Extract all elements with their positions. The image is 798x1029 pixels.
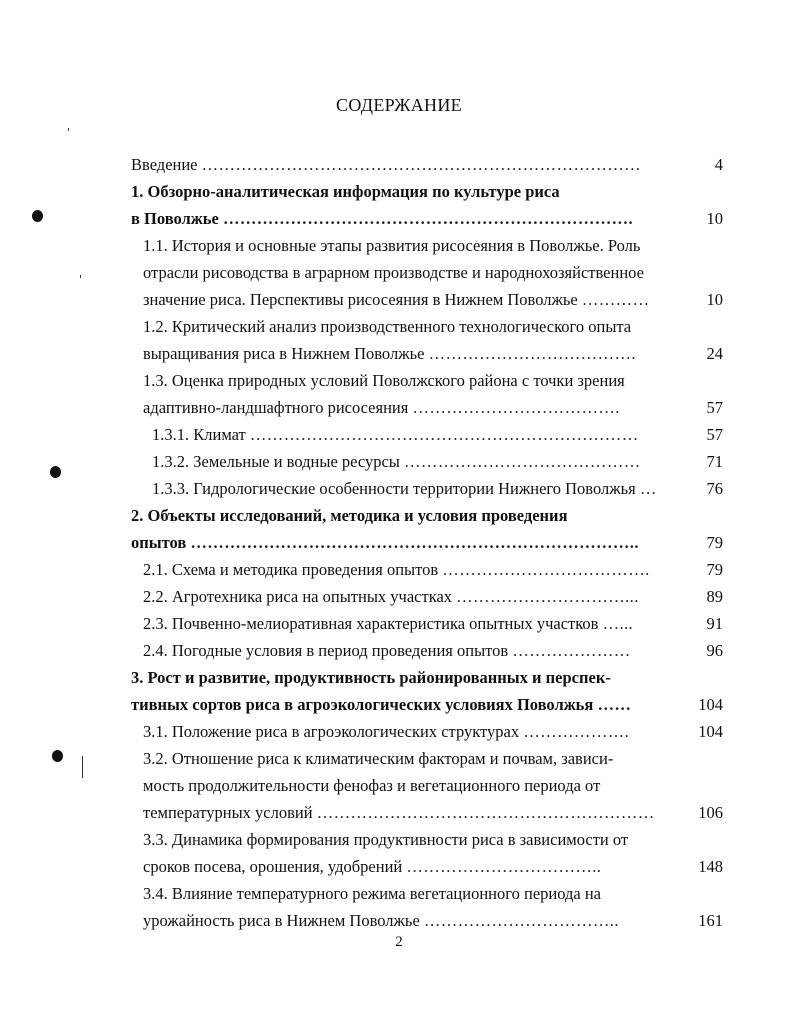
- toc-page-number: 10: [706, 209, 723, 228]
- toc-leader-dots: ……………………………………………………………………..: [190, 533, 639, 552]
- toc-entry: [143, 232, 640, 259]
- toc-entry-text: тивных сортов риса в агроэкологических условиях Поволжья: [131, 695, 594, 714]
- toc-leader-dots: ……………….: [523, 722, 630, 741]
- toc-entry: [131, 151, 641, 178]
- toc-leader-dots: ……………………………..: [406, 857, 602, 876]
- toc-entry: [131, 205, 633, 232]
- punch-hole-bottom: [52, 750, 63, 762]
- toc-entry-text: адаптивно-ландшафтного рисосеяния: [143, 398, 409, 417]
- toc-entry-text: опытов: [131, 533, 187, 552]
- toc-page-number: 24: [706, 344, 723, 363]
- toc-entry: [143, 907, 619, 934]
- toc-entry-text: урожайность риса в Нижнем Поволжье: [143, 911, 420, 930]
- toc-leader-dots: ……………………………………………………………: [249, 425, 639, 444]
- toc-page-number: 91: [706, 614, 723, 633]
- toc-leader-dots: …………………: [512, 641, 631, 660]
- toc-page-number: 104: [698, 722, 723, 741]
- toc-page-number: 79: [706, 533, 723, 552]
- toc-entry-text: 2.1. Схема и методика проведения опытов: [143, 560, 439, 579]
- toc-entry-text: значение риса. Перспективы рисосеяния в Нижнем Поволжье: [143, 290, 578, 309]
- page-number: 2: [395, 934, 403, 950]
- toc-entry-text: 1. Обзорно-аналитическая информация по культуре риса: [131, 182, 560, 201]
- toc-entry: [143, 394, 620, 421]
- toc-entry: [143, 799, 655, 826]
- toc-entry: [143, 583, 639, 610]
- toc-leader-dots: ……………………………………: [404, 452, 641, 471]
- toc-entry: [143, 745, 613, 772]
- toc-entry: [143, 637, 631, 664]
- toc-entry-text: 2. Объекты исследований, методика и условия проведения: [131, 506, 568, 525]
- toc-leader-dots: …...: [602, 614, 634, 633]
- page-title: СОДЕРЖАНИЕ: [336, 95, 462, 115]
- toc-page-number: 106: [698, 803, 723, 822]
- toc-page-number: 79: [706, 560, 723, 579]
- toc-leader-dots: …………………………...: [456, 587, 639, 606]
- toc-entry: [143, 718, 629, 745]
- toc-page-number: 148: [698, 857, 723, 876]
- toc-leader-dots: ……………………………………………………………….: [222, 209, 634, 228]
- toc-entry-text: 2.2. Агротехника риса на опытных участках: [143, 587, 453, 606]
- toc-page-number: 57: [706, 398, 723, 417]
- toc-entry-text: 3. Рост и развитие, продуктивность районированных и перспек-: [131, 668, 611, 687]
- toc-leader-dots: ……………………………….: [442, 560, 650, 579]
- toc-entry: [143, 367, 625, 394]
- toc-leader-dots: ……………………………………………………………………: [201, 155, 642, 174]
- toc-page-number: 76: [706, 479, 723, 498]
- toc-entry: [143, 259, 644, 286]
- toc-entry: [131, 178, 560, 205]
- toc-leader-dots: ……: [597, 695, 632, 714]
- toc-entry: [131, 529, 639, 556]
- toc-leader-dots: …………: [581, 290, 650, 309]
- toc-entry: [152, 421, 639, 448]
- toc-page-number: 161: [698, 911, 723, 930]
- toc-entry: [143, 610, 633, 637]
- toc-entry-text: 2.3. Почвенно-мелиоративная характеристика опытных участков: [143, 614, 599, 633]
- toc-page-number: 4: [714, 155, 723, 174]
- toc-page-number: 10: [706, 290, 723, 309]
- toc-entry-text: сроков посева, орошения, удобрений: [143, 857, 403, 876]
- toc-entry-text: 1.3.2. Земельные и водные ресурсы: [152, 452, 400, 471]
- toc-entry-text: мость продолжительности фенофаз и вегетационного периода от: [143, 776, 601, 795]
- toc-entry-text: 3.4. Влияние температурного режима вегетационного периода на: [143, 884, 601, 903]
- toc-entry-text: выращивания риса в Нижнем Поволжье: [143, 344, 425, 363]
- toc-entry: [152, 448, 641, 475]
- toc-leader-dots: …: [639, 479, 657, 498]
- toc-entry: [143, 313, 631, 340]
- toc-page-number: 89: [706, 587, 723, 606]
- toc-entry-text: 1.1. История и основные этапы развития рисосеяния в Поволжье. Роль: [143, 236, 641, 255]
- toc-entry-text: 1.3.1. Климат: [152, 425, 246, 444]
- toc-entry: [131, 691, 631, 718]
- scan-speck: [68, 128, 69, 131]
- toc-entry-text: 3.2. Отношение риса к климатическим факторам и почвам, зависи-: [143, 749, 614, 768]
- toc-entry-text: 2.4. Погодные условия в период проведения опытов: [143, 641, 509, 660]
- toc-entry: [143, 772, 600, 799]
- toc-page-number: 71: [706, 452, 723, 471]
- punch-hole-top: [32, 210, 43, 222]
- punch-hole-middle: [50, 466, 61, 478]
- toc-entry: [152, 475, 657, 502]
- toc-page-number: 104: [698, 695, 723, 714]
- toc-page-number: 96: [706, 641, 723, 660]
- toc-leader-dots: ……………………………….: [428, 344, 636, 363]
- toc-entry-text: температурных условий: [143, 803, 313, 822]
- toc-leader-dots: ……………………………….: [412, 398, 620, 417]
- toc-entry-text: 1.3.3. Гидрологические особенности территории Нижнего Поволжья: [152, 479, 636, 498]
- toc-entry-text: 1.2. Критический анализ производственного технологического опыта: [143, 317, 632, 336]
- toc-entry: [143, 556, 650, 583]
- scan-mark-line: [82, 756, 83, 778]
- toc-entry: [143, 880, 601, 907]
- toc-entry-text: отрасли рисоводства в аграрном производстве и народнохозяйственное: [143, 263, 644, 282]
- scan-speck: [80, 275, 81, 278]
- toc-entry-text: 1.3. Оценка природных условий Поволжского района с точки зрения: [143, 371, 625, 390]
- toc-entry: [131, 664, 611, 691]
- toc-entry: [143, 286, 649, 313]
- toc-entry-text: 3.3. Динамика формирования продуктивности риса в зависимости от: [143, 830, 629, 849]
- toc-leader-dots: ……………………………..: [423, 911, 619, 930]
- toc-leader-dots: ……………………………………………………: [316, 803, 655, 822]
- toc-entry: [143, 826, 628, 853]
- toc-entry-text: Введение: [131, 155, 198, 174]
- toc-entry-text: в Поволжье: [131, 209, 219, 228]
- toc-page-number: 57: [706, 425, 723, 444]
- toc-entry: [131, 502, 568, 529]
- toc-entry: [143, 853, 601, 880]
- toc-entry: [143, 340, 636, 367]
- toc-entry-text: 3.1. Положение риса в агроэкологических структурах: [143, 722, 520, 741]
